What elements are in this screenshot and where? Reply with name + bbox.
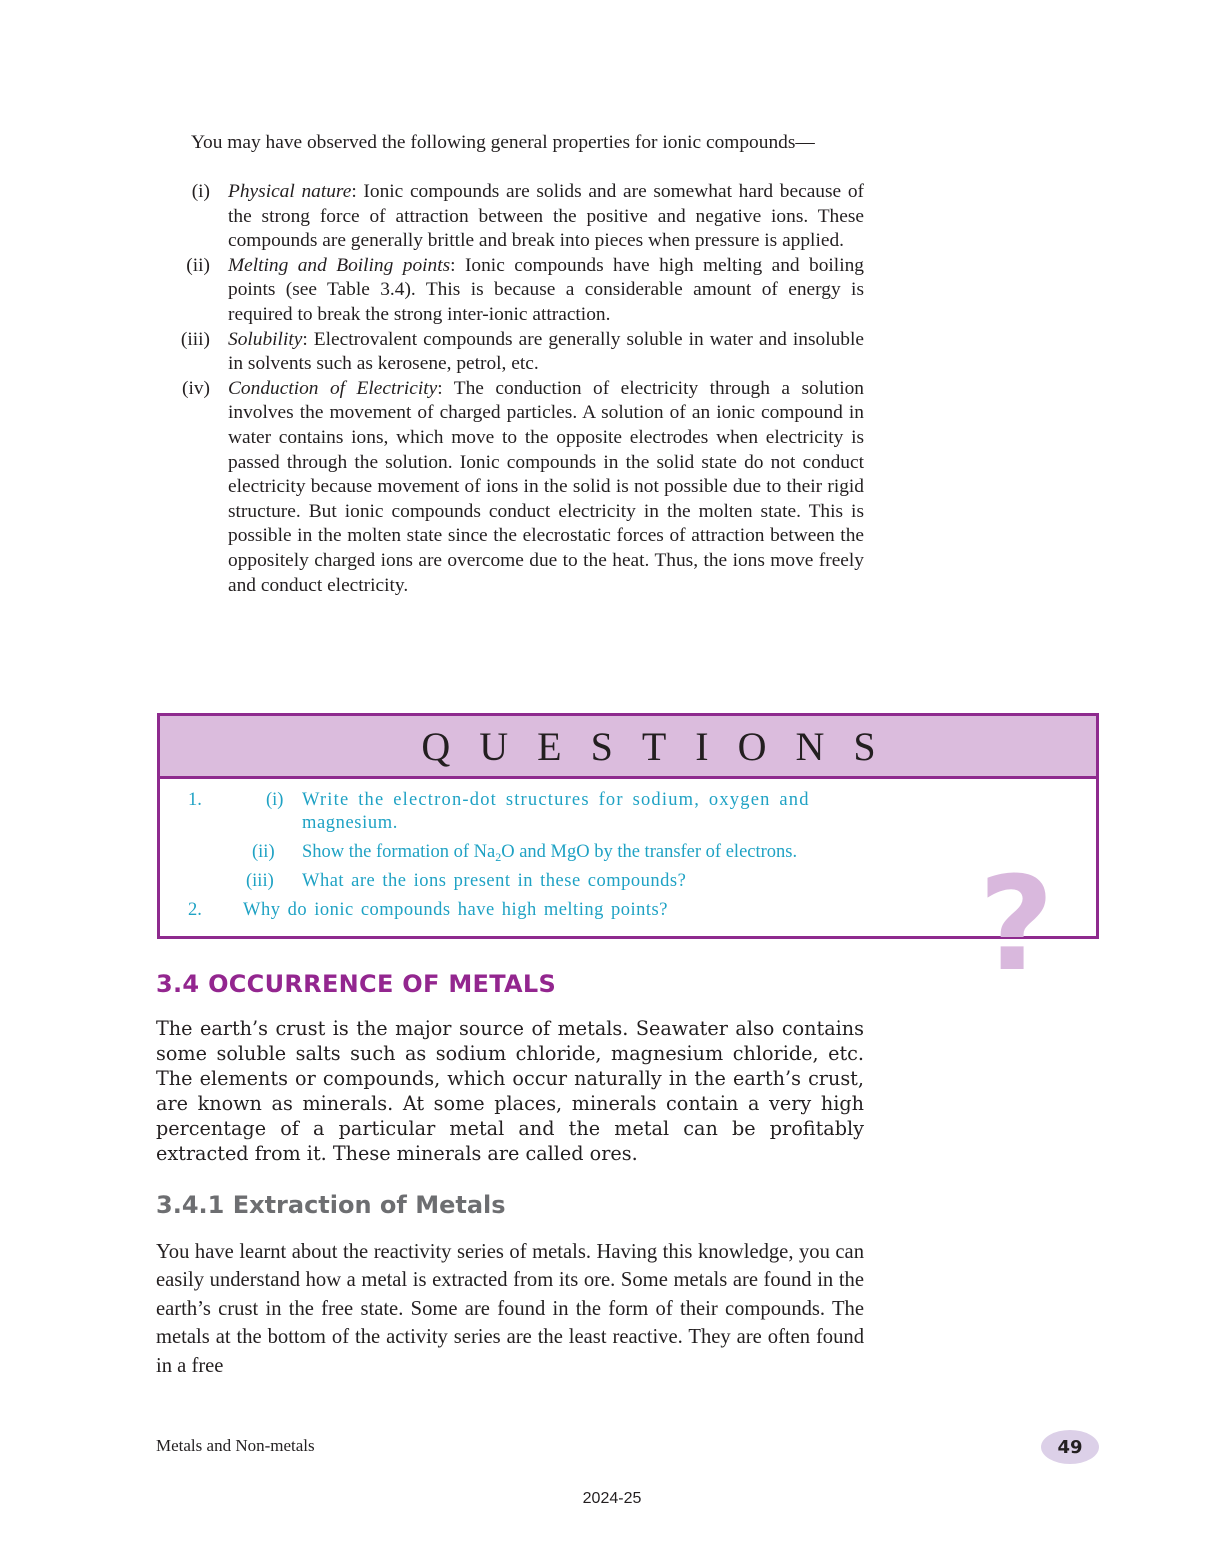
property-text: : Ionic compounds have high melting and boiling points (see Table 3.4). This is because a considerable amount of energy is required to break the strong inter-ionic attraction. xyxy=(228,254,864,325)
property-item xyxy=(170,180,864,254)
property-item xyxy=(170,328,864,377)
question-sub-number: (i) xyxy=(266,790,284,810)
subsection-heading: 3.4.1 Extraction of Metals xyxy=(156,1191,506,1219)
property-number: (iii) xyxy=(180,328,210,350)
property-number: (i) xyxy=(191,181,210,202)
property-number: (iv) xyxy=(182,377,210,399)
property-number: (ii) xyxy=(186,254,210,276)
question-sub-number: (ii) xyxy=(252,842,275,862)
property-term: Solubility xyxy=(228,328,303,350)
property-term: Physical nature xyxy=(228,181,352,202)
property-term: Melting and Boiling points xyxy=(228,254,451,276)
subsection-paragraph: You have learnt about the reactivity series of metals. Having this knowledge, you can easily understand how a metal is extracted from its ore. Some metals are found in the earth’s crust in the free state. Some are found in the form of their compounds. The metals at the bottom of the activity series are the least reactive. They are often found in a free xyxy=(156,1241,864,1377)
section-heading: 3.4 OCCURRENCE OF METALS xyxy=(156,970,557,998)
section-paragraph: The earth’s crust is the major source of metals. Seawater also contains some soluble salts such as sodium chloride, magnesium chloride, etc. The elements or compounds, which occur naturally in the earth’s crust, are known as minerals. At some places, minerals contain a very high percentage of a particular metal and the metal can be profitably extracted from it. These minerals are called ores. xyxy=(156,1017,864,1165)
property-text: : The conduction of electricity through a solution involves the movement of charged particles. A solution of an ionic compound in water contains ions, which move to the opposite electrodes when electricity is passed through the solution. Ionic compounds in the solid state do not conduct electricity because movement of ions in the solid is not possible due to their rigid structure. But ionic compounds conduct electricity in the molten state. This is possible in the molten state since the elecrostatic forces of attraction between the oppositely charged ions are overcome due to the heat. Thus, the ions move freely and conduct electricity. xyxy=(228,377,864,596)
property-term: Conduction of Electricity xyxy=(228,377,438,399)
question-text: Show the formation of $Na_2O$ and MgO by the transfer of electrons. xyxy=(302,842,798,865)
intro-paragraph: You may have observed the following general properties for ionic compounds— xyxy=(191,132,815,153)
questions-title: QUESTIONS xyxy=(421,723,905,769)
question-text: What are the ions present in these compounds? xyxy=(302,871,687,891)
question-text: magnesium. xyxy=(302,813,398,833)
property-text: : Ionic compounds are solids and are somewhat hard because of the strong force of attraction between the positive and negative ions. These compounds are generally brittle and break into pieces when pressure is applied. xyxy=(228,181,864,252)
question-text: Write the electron-dot structures for sodium, oxygen and xyxy=(302,790,810,810)
chapter-title-footer: Metals and Non-metals xyxy=(156,1436,315,1455)
question-number: 2. xyxy=(188,900,202,920)
property-item xyxy=(170,254,864,328)
property-text: : Electrovalent compounds are generally soluble in water and insoluble in solvents such as kerosene, petrol, etc. xyxy=(228,328,864,375)
question-mark-icon: ? xyxy=(978,848,1054,1000)
page-number-badge: 49 xyxy=(1041,1430,1099,1464)
questions-header xyxy=(160,716,1096,779)
edition-year: 2024-25 xyxy=(582,1490,642,1507)
question-number: 1. xyxy=(188,790,202,810)
question-text: Why do ionic compounds have high melting points? xyxy=(243,900,668,920)
property-item xyxy=(170,377,864,598)
properties-list xyxy=(170,180,864,598)
question-sub-number: (iii) xyxy=(246,871,274,891)
